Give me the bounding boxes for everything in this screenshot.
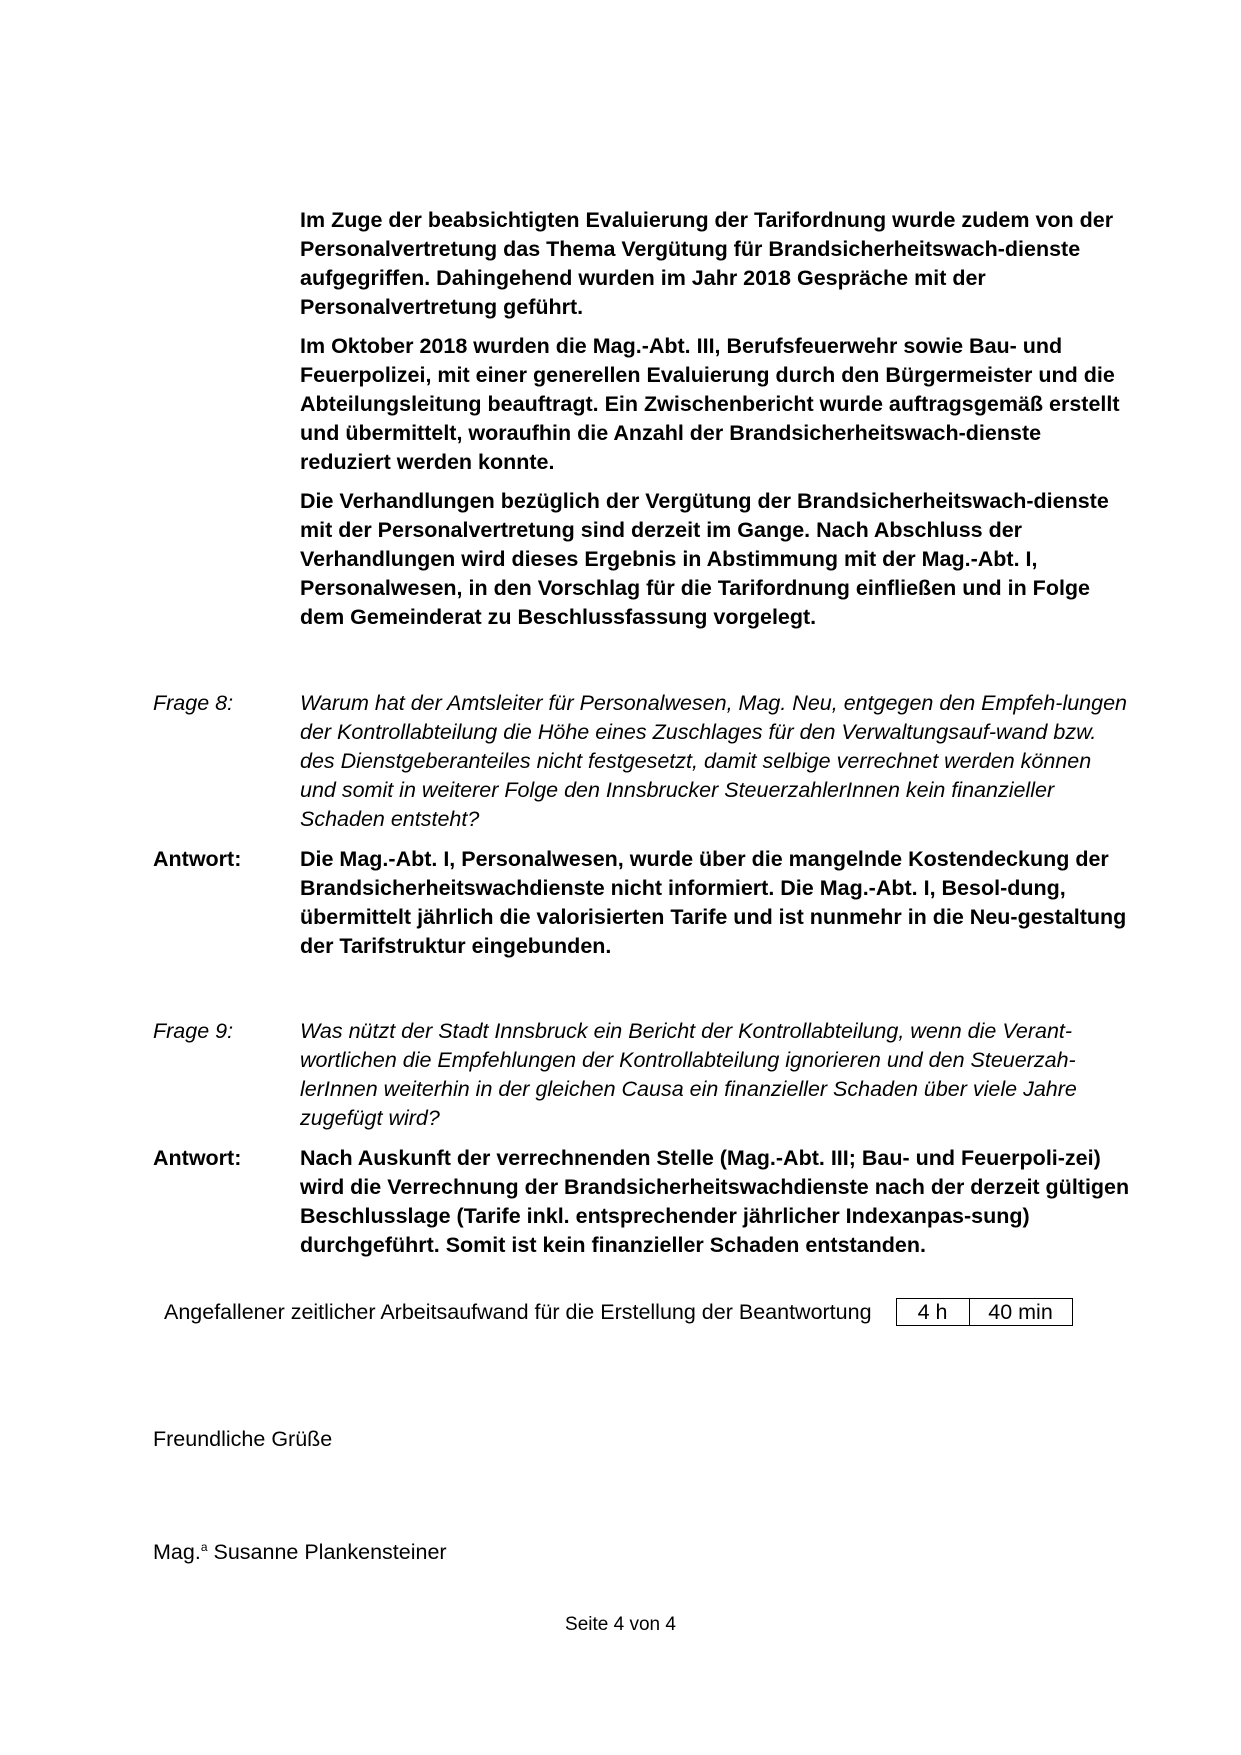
- question-9-text: Was nützt der Stadt Innsbruck ein Bericht der Kontrollabteilung, wenn die Verant-wortlichen die Empfehlungen der Kontrollabteilung ignorieren und den Steuerzah-lerInnen weiterhin in der gleichen Causa ein finanzieller Schaden über viele Jahre zugefügt wird?: [300, 1019, 1077, 1130]
- answer-8-text: Die Mag.-Abt. I, Personalwesen, wurde über die mangelnde Kostendeckung der Brandsicherheitswachdienste nicht informiert. Die Mag.-Abt. I, Besol-dung, übermittelt jährlich die valorisierten Tarife und ist nunmehr in die Neu-gestaltung der Tarifstruktur eingebunden.: [300, 847, 1127, 958]
- signature-prefix: Mag.: [153, 1540, 201, 1564]
- question-8-text: Warum hat der Amtsleiter für Personalwesen, Mag. Neu, entgegen den Empfeh-lungen der Kontrollabteilung die Höhe eines Zuschlages für den Verwaltungsauf-wand bzw. des Dienstgeberanteiles nicht festgesetzt, damit selbige verrechnet werden können und somit in weiterer Folge den Innsbrucker SteuerzahlerInnen kein finanzieller Schaden entsteht?: [300, 691, 1128, 831]
- question-8-block: [153, 689, 1133, 834]
- signature: [153, 1540, 447, 1565]
- signature-superscript: a: [200, 1540, 208, 1554]
- closing-greeting: Freundliche Grüße: [153, 1427, 333, 1451]
- effort-table: [896, 1298, 1073, 1326]
- answer-8-label: Antwort:: [153, 847, 242, 871]
- effort-row: [164, 1298, 1073, 1326]
- intro-paragraph-1: Im Zuge der beabsichtigten Evaluierung der Tarifordnung wurde zudem von der Personalvertretung das Thema Vergütung für Brandsicherheitswach-dienste aufgegriffen. Dahingehend wurden im Jahr 2018 Gespräche mit der Personalvertretung geführt.: [300, 208, 1114, 319]
- effort-hours: 4 h: [897, 1299, 970, 1325]
- answer-9-text: Nach Auskunft der verrechnenden Stelle (Mag.-Abt. III; Bau- und Feuerpoli-zei) wird die Verrechnung der Brandsicherheitswachdienste nach der derzeit gültigen Beschlusslage (Tarife inkl. entsprechender jährlicher Indexanpas-sung) durchgeführt. Somit ist kein finanzieller Schaden entstanden.: [300, 1146, 1130, 1257]
- signature-name: Susanne Plankensteiner: [213, 1540, 447, 1564]
- answer-9-block: [153, 1144, 1133, 1260]
- intro-paragraph-2: Im Oktober 2018 wurden die Mag.-Abt. III, Berufsfeuerwehr sowie Bau- und Feuerpolizei, mit einer generellen Evaluierung durch den Bürgermeister und die Abteilungsleitung beauftragt. Ein Zwischenbericht wurde auftragsgemäß erstellt und übermittelt, woraufhin die Anzahl der Brandsicherheitswach-dienste reduziert werden konnte.: [300, 334, 1120, 474]
- answer-8-block: [153, 845, 1133, 961]
- intro-paragraph-3: Die Verhandlungen bezüglich der Vergütung der Brandsicherheitswach-dienste mit der Personalvertretung sind derzeit im Gange. Nach Abschluss der Verhandlungen wird dieses Ergebnis in Abstimmung mit der Mag.-Abt. I, Personalwesen, in den Vorschlag für die Tarifordnung einfließen und in Folge dem Gemeinderat zu Beschlussfassung vorgelegt.: [300, 489, 1109, 629]
- question-8-label: Frage 8:: [153, 691, 234, 715]
- effort-minutes: 40 min: [988, 1300, 1053, 1324]
- intro-section: [300, 206, 1132, 642]
- page-number-footer: Seite 4 von 4: [565, 1614, 676, 1635]
- answer-9-label: Antwort:: [153, 1146, 242, 1170]
- question-9-label: Frage 9:: [153, 1019, 234, 1043]
- effort-label: Angefallener zeitlicher Arbeitsaufwand für die Erstellung der Beantwortung: [164, 1299, 872, 1324]
- question-9-block: [153, 1017, 1133, 1133]
